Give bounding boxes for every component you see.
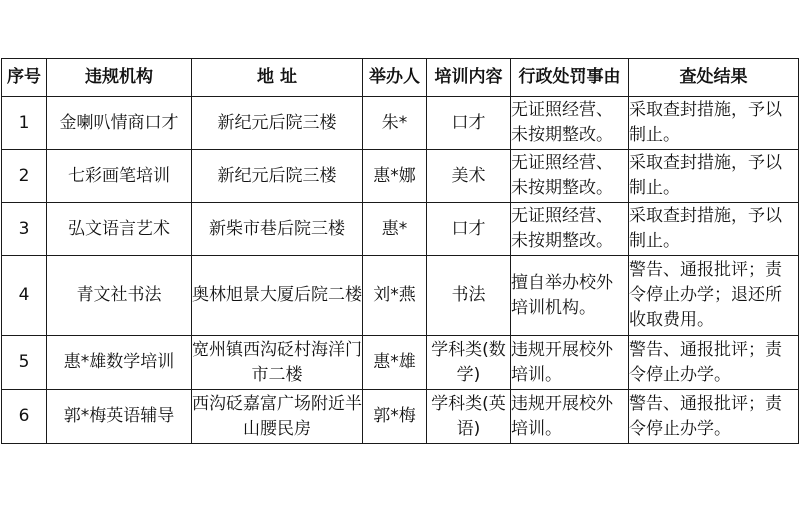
cell-org: 郭*梅英语辅导: [47, 390, 192, 444]
cell-content: 学科类(英语): [427, 390, 511, 444]
table-header-row: [2, 59, 799, 97]
cell-reason: 违规开展校外培训。: [511, 390, 629, 444]
header-org: 违规机构: [47, 59, 192, 97]
cell-no: 5: [2, 336, 47, 390]
cell-result: 警告、通报批评；责令停止办学。: [629, 336, 799, 390]
cell-host: 惠*: [363, 203, 427, 256]
cell-org: 金喇叭情商口才: [47, 97, 192, 150]
cell-address: 新纪元后院三楼: [192, 97, 363, 150]
header-host: 举办人: [363, 59, 427, 97]
cell-address: 西沟砭嘉富广场附近半山腰民房: [192, 390, 363, 444]
cell-result: 采取查封措施，予以制止。: [629, 203, 799, 256]
cell-address: 奥林旭景大厦后院二楼: [192, 256, 363, 336]
cell-host: 刘*燕: [363, 256, 427, 336]
cell-no: 1: [2, 97, 47, 150]
table-row: [2, 150, 799, 203]
header-no: 序号: [2, 59, 47, 97]
cell-org: 七彩画笔培训: [47, 150, 192, 203]
cell-address: 新柴市巷后院三楼: [192, 203, 363, 256]
cell-no: 2: [2, 150, 47, 203]
cell-content: 书法: [427, 256, 511, 336]
document-sheet: [0, 58, 800, 444]
cell-host: 郭*梅: [363, 390, 427, 444]
header-address: 地 址: [192, 59, 363, 97]
cell-reason: 无证照经营、未按期整改。: [511, 97, 629, 150]
cell-content: 口才: [427, 203, 511, 256]
penalty-table: [1, 58, 799, 444]
header-result: 查处结果: [629, 59, 799, 97]
cell-reason: 违规开展校外培训。: [511, 336, 629, 390]
cell-result: 采取查封措施，予以制止。: [629, 150, 799, 203]
header-reason: 行政处罚事由: [511, 59, 629, 97]
cell-result: 警告、通报批评；责令停止办学；退还所收取费用。: [629, 256, 799, 336]
cell-org: 弘文语言艺术: [47, 203, 192, 256]
cell-reason: 无证照经营、未按期整改。: [511, 150, 629, 203]
header-content: 培训内容: [427, 59, 511, 97]
cell-no: 4: [2, 256, 47, 336]
cell-host: 朱*: [363, 97, 427, 150]
cell-no: 6: [2, 390, 47, 444]
cell-content: 口才: [427, 97, 511, 150]
cell-content: 美术: [427, 150, 511, 203]
cell-host: 惠*雄: [363, 336, 427, 390]
table-row: [2, 203, 799, 256]
cell-org: 惠*雄数学培训: [47, 336, 192, 390]
table-row: [2, 336, 799, 390]
cell-org: 青文社书法: [47, 256, 192, 336]
cell-result: 警告、通报批评；责令停止办学。: [629, 390, 799, 444]
cell-address: 宽州镇西沟砭村海洋门市二楼: [192, 336, 363, 390]
cell-reason: 无证照经营、未按期整改。: [511, 203, 629, 256]
cell-reason: 擅自举办校外培训机构。: [511, 256, 629, 336]
table-row: [2, 256, 799, 336]
cell-content: 学科类(数学): [427, 336, 511, 390]
cell-no: 3: [2, 203, 47, 256]
cell-address: 新纪元后院三楼: [192, 150, 363, 203]
cell-result: 采取查封措施，予以制止。: [629, 97, 799, 150]
cell-host: 惠*娜: [363, 150, 427, 203]
table-row: [2, 97, 799, 150]
table-row: [2, 390, 799, 444]
